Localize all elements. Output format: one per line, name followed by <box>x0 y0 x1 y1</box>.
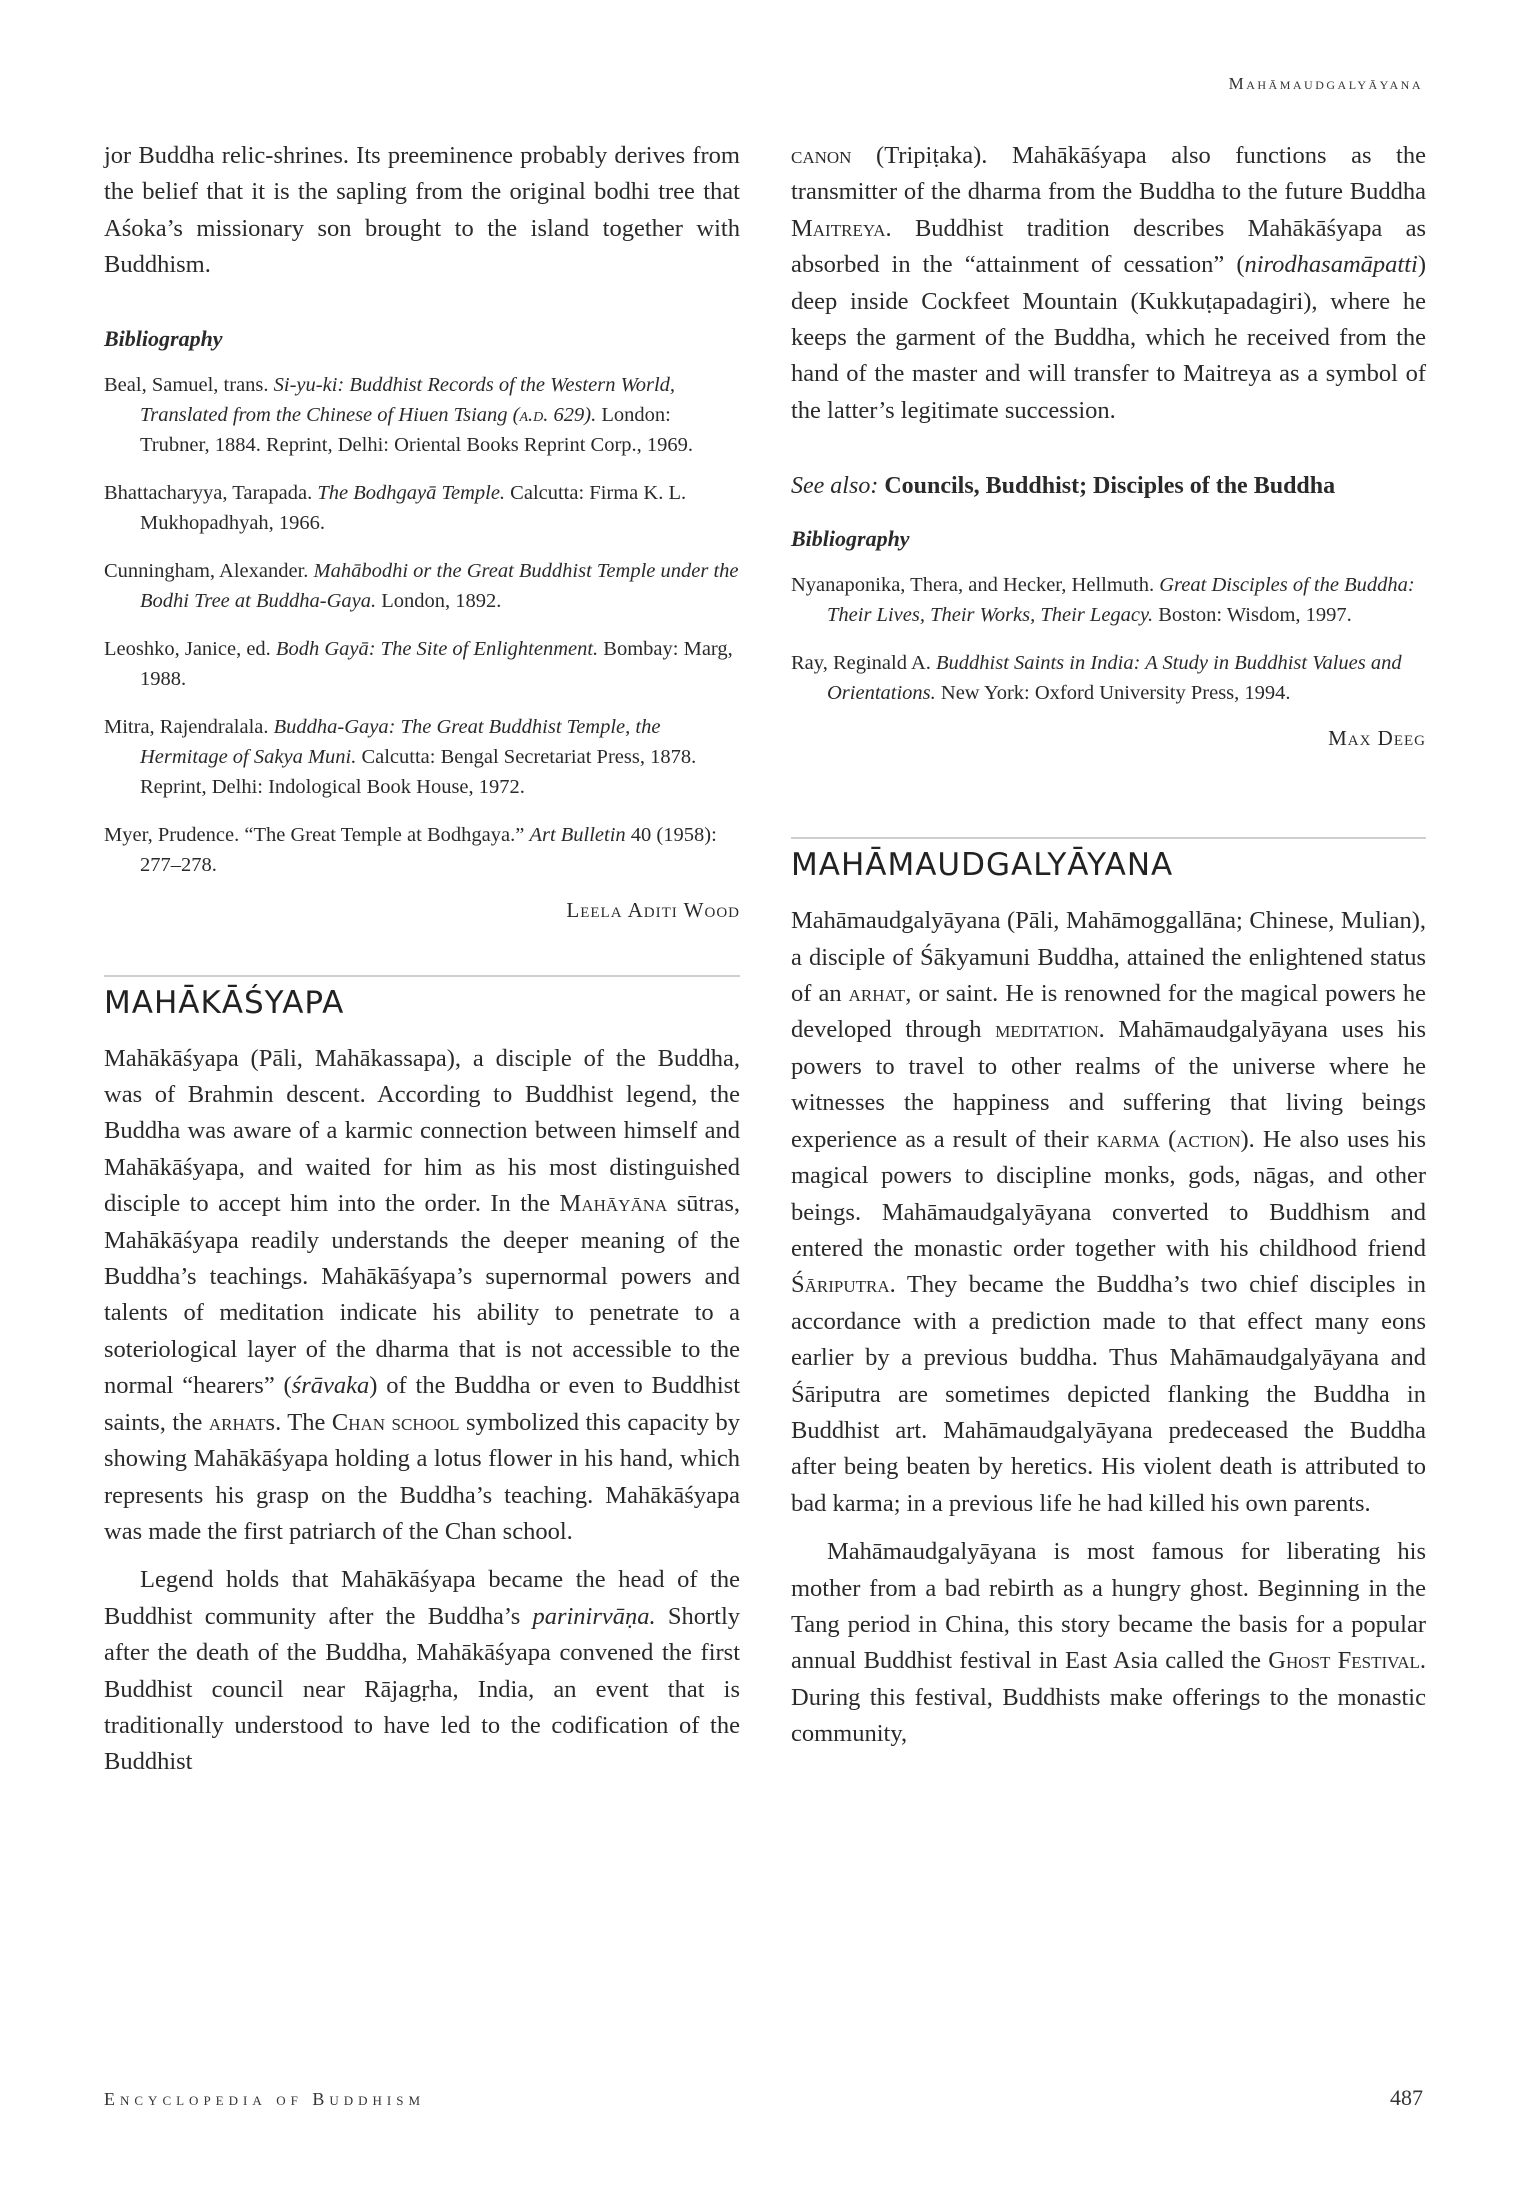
running-head: Mahāmaudgalyāyana <box>1228 74 1423 93</box>
bibliography-entry: Mitra, Rajendralala. Buddha-Gaya: The Great Buddhist Temple, the Hermitage of Sakya Muni. Calcutta: Bengal Secretariat Press, 1878. Reprint, Delhi: Indological Book House, 1972. <box>104 715 697 798</box>
section-divider <box>104 975 740 977</box>
section-divider <box>791 837 1426 839</box>
bibliography-entry: Bhattacharyya, Tarapada. The Bodhgayā Temple. Calcutta: Firma K. L. Mukhopadhyah, 1966. <box>104 481 687 534</box>
bibliography-heading: Bibliography <box>791 526 910 552</box>
bibliography-heading: Bibliography <box>104 325 223 351</box>
page-number: 487 <box>1390 2085 1423 2110</box>
author-byline: Leela Aditi Wood <box>566 897 740 922</box>
bibliography-entry: Cunningham, Alexander. Mahābodhi or the Great Buddhist Temple under the Bodhi Tree at Buddha-Gaya. London, 1892. <box>104 559 739 612</box>
cross-reference[interactable]: Chan school <box>331 1408 460 1436</box>
cross-reference[interactable]: Maitreya <box>791 214 886 242</box>
body-paragraph: Mahākāśyapa (Pāli, Mahākassapa), a disciple of the Buddha, was of Brahmin descent. According to Buddhist legend, the Buddha was aware of a karmic connection between himself and Mahākāśyapa, and waited for him as his most distinguished disciple to accept him into the order. In the Mahāyāna sūtras, Mahākāśyapa readily understands the deeper meaning of the Buddha’s teachings. Mahākāśyapa’s supernormal powers and talents of meditation indicate his ability to penetrate to a soteriological layer of the dharma that is not accessible to the normal “hearers” (śrāvaka) of the Buddha or even to Buddhist saints, the arhats. The Chan school symbolized this capacity by showing Mahākāśyapa holding a lotus flower in his hand, which represents his grasp on the Buddha’s teaching. Mahākāśyapa was made the first patriarch of the Chan school. <box>104 1044 741 1545</box>
entry-title: MAHĀMAUDGALYĀYANA <box>791 847 1174 884</box>
footer-book-title: Encyclopedia of Buddhism <box>104 2089 426 2109</box>
see-also-links[interactable]: Councils, Buddhist; Disciples of the Buddha <box>884 473 1336 500</box>
cross-reference[interactable]: Ghost Festival <box>1268 1647 1420 1675</box>
cross-reference[interactable]: Śāriputra <box>791 1271 890 1299</box>
bibliography-entry: Leoshko, Janice, ed. Bodh Gayā: The Site of Enlightenment. Bombay: Marg, 1988. <box>104 637 733 690</box>
body-paragraph: Legend holds that Mahākāśyapa became the head of the Buddhist community after the Buddha’s parinirvāṇa. Shortly after the death of the Buddha, Mahākāśyapa convened the first Buddhist council near Rājagṛha, India, an event that is traditionally understood to have led to the codification of the Buddhist <box>104 1566 741 1776</box>
body-paragraph: canon (Tripiṭaka). Mahākāśyapa also functions as the transmitter of the dharma from the Buddha to the future Buddha Maitreya. Buddhist tradition describes Mahākāśyapa as absorbed in the “attainment of cessation” (nirodhasamāpatti) deep inside Cockfeet Mountain (Kukkuṭapadagiri), where he keeps the garment of the Buddha, which he received from the hand of the master and will transfer to Maitreya as a symbol of the latter’s legitimate succession. <box>791 142 1426 424</box>
body-paragraph: Mahāmaudgalyāyana is most famous for liberating his mother from a bad rebirth as a hungry ghost. Beginning in the Tang period in China, this story became the basis for a popular annual Buddhist festival in East Asia called the Ghost Festival. During this festival, Buddhists make offerings to the monastic community, <box>791 1538 1427 1748</box>
cross-reference[interactable]: meditation <box>995 1016 1099 1044</box>
see-also: See also: Councils, Buddhist; Disciples of the Buddha <box>791 473 1336 500</box>
bibliography-entry: Myer, Prudence. “The Great Temple at Bodhgaya.” Art Bulletin 40 (1958): 277–278. <box>104 823 717 876</box>
cross-reference[interactable]: Mahāyāna <box>559 1190 668 1218</box>
continuation-paragraph: jor Buddha relic-shrines. Its preeminence probably derives from the belief that it is the sapling from the original bodhi tree that Aśoka’s missionary son brought to the island together with Buddhism. <box>104 142 740 279</box>
right-column <box>791 138 1426 1753</box>
body-paragraph: Mahāmaudgalyāyana (Pāli, Mahāmoggallāna; Chinese, Mulian), a disciple of Śākyamuni Buddha, attained the enlightened status of an arhat, or saint. He is renowned for the magical powers he developed through meditation. Mahāmaudgalyāyana uses his powers to travel to other realms of the universe where he witnesses the happiness and suffering that living beings experience as a result of their karma (action). He also uses his magical powers to discipline monks, gods, nāgas, and other beings. Mahāmaudgalyāyana converted to Buddhism and entered the monastic order together with his childhood friend Śāriputra. They became the Buddha’s two chief disciples in accordance with a prediction made to that effect many eons earlier by a previous buddha. Thus Mahāmaudgalyāyana and Śāriputra are sometimes depicted flanking the Buddha in Buddhist art. Mahāmaudgalyāyana predeceased the Buddha after being beaten by heretics. His violent death is attributed to bad karma; in a previous life he had killed his own parents. <box>791 907 1426 1517</box>
author-byline: Max Deeg <box>1328 726 1426 751</box>
bibliography-entry: Beal, Samuel, trans. Si-yu-ki: Buddhist Records of the Western World, Translated from the Chinese of Hiuen Tsiang (a.d. 629). London: Trubner, 1884. Reprint, Delhi: Oriental Books Reprint Corp., 1969. <box>104 373 694 456</box>
cross-reference[interactable]: arhat <box>208 1408 266 1436</box>
entry-title: MAHĀKĀŚYAPA <box>104 984 345 1021</box>
bibliography-entry: Nyanaponika, Thera, and Hecker, Hellmuth. Great Disciples of the Buddha: Their Lives, Their Works, Their Legacy. Boston: Wisdom, 1997. <box>791 574 1415 627</box>
cross-reference[interactable]: arhat <box>848 980 906 1008</box>
left-column <box>104 138 740 1781</box>
cross-reference[interactable]: karma (action) <box>1096 1125 1249 1153</box>
cross-reference[interactable]: canon <box>791 142 852 169</box>
bibliography-entry: Ray, Reginald A. Buddhist Saints in India: A Study in Buddhist Values and Orientations. New York: Oxford University Press, 1994. <box>791 652 1402 705</box>
